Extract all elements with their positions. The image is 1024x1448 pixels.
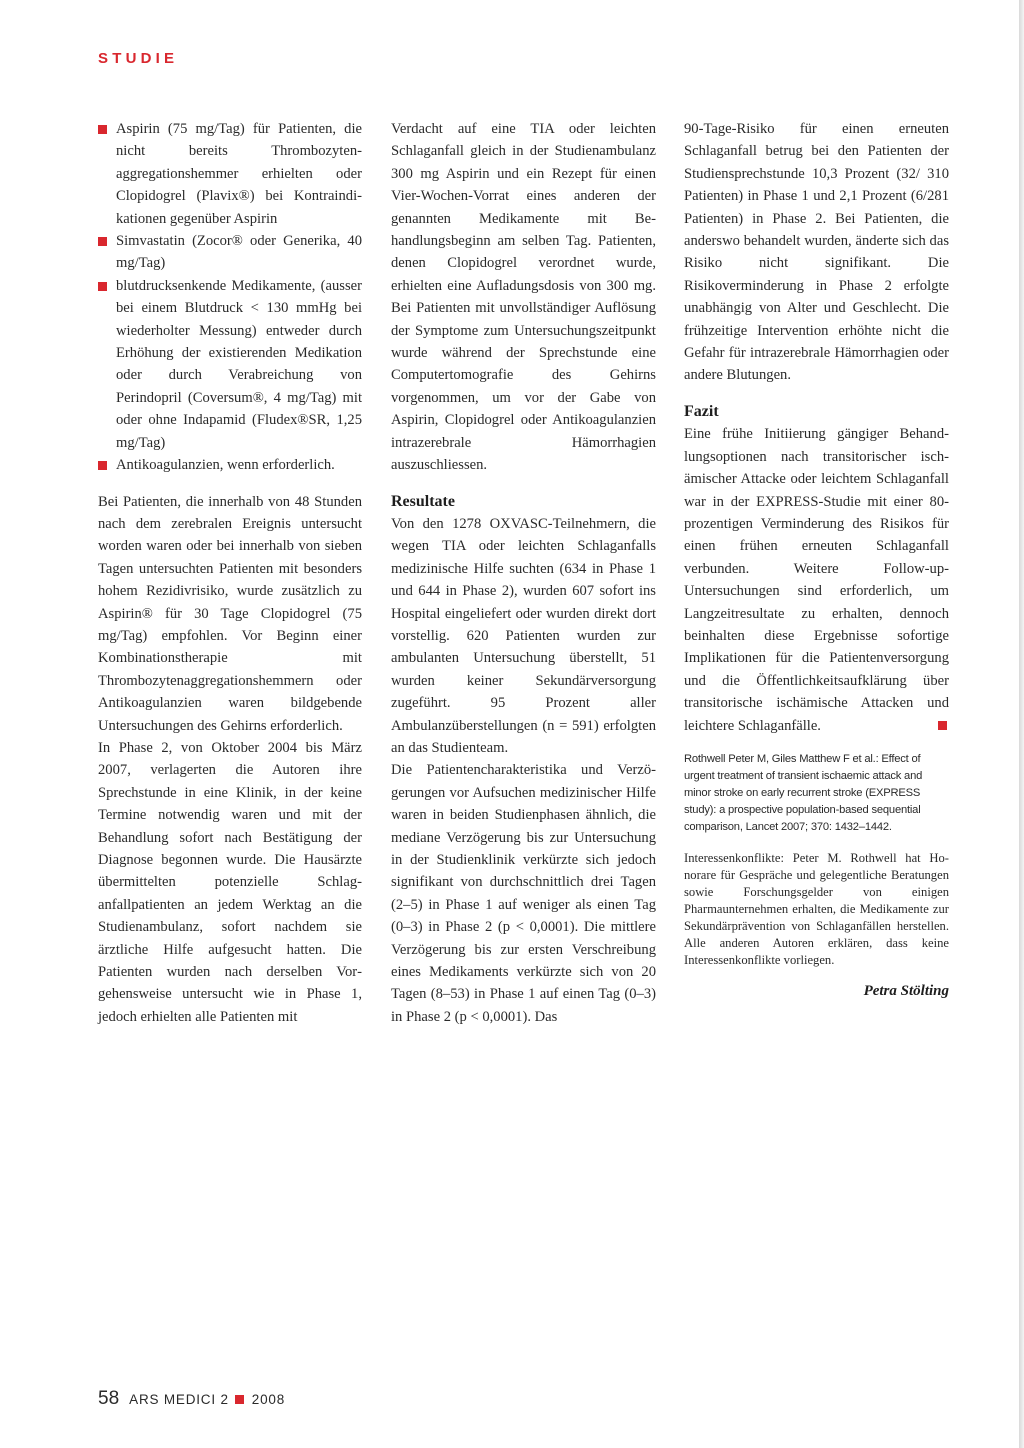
body-paragraph: Bei Patienten, die innerhalb von 48 Stunden nach dem zerebralen Ereignis untersucht worden waren oder bei innerhalb von sieben Tagen untersuchten Patienten mit besonders hohem Rezidivrisiko, wurde zusätzlich zu Aspirin® für 30 Tage Clopidogrel (75 mg/Tag) empfohlen. Vor Beginn einer Kombinationstherapie mit Thrombozytenaggregationshemmern oder Antikoagulanzien waren bildgebende Untersuchungen des Gehirns erforderlich. xyxy=(98,493,362,734)
medication-list xyxy=(98,118,362,477)
end-of-article-square-icon xyxy=(938,721,947,730)
list-item xyxy=(98,454,362,476)
list-item xyxy=(98,275,362,454)
body-paragraph: In Phase 2, von Oktober 2004 bis März 2007, verlagerten die Autoren ihre Sprechstunde in eine Klinik, in der keine Termine notwendig waren und mit der Behandlung sofort nach Bestätigung der Diagnose begonnen wurde. Die Hausärzte übermittelten potenzielle Schlaganfallpatienten an jedem Werktag an die Studienambulanz, sofort nachdem sie ärztliche Hilfe aufgesucht hatten. Die Patienten wurden nach derselben Vorgehensweise untersucht wie in Phase 1, jedoch erhielten alle Patienten mit xyxy=(98,739,362,1025)
journal-name: ARS MEDICI 2 xyxy=(129,1391,229,1407)
column-3 xyxy=(684,118,949,1000)
conflict-of-interest-note: Interessenkonflikte: Peter M. Rothwell hat Honorare für Gespräche und gelegentliche Beratungen sowie Forschungsgelder von einigen Pharmaunternehmen erhalten, die Medikamente zur Sekundärprävention von Schlaganfällen herstellen. Alle anderen Autoren erklären, dass keine Interessenkonflikte vorliegen. xyxy=(684,850,949,967)
list-item-text: blutdrucksenkende Medikamente, (ausser bei einem Blutdruck < 130 mmHg bei wiederholter Messung) entweder durch Erhöhung der existierenden Medikation oder durch Verabreichung von Perindopril (Coversum®, 4 mg/Tag) mit oder ohne Indapamid (Fludex®SR, 1,25 mg/Tag) xyxy=(116,277,362,451)
body-paragraph: Die Patientencharakteristika und Verzögerungen vor Aufsuchen medizinischer Hilfe waren in beiden Studienphasen ähnlich, die mediane Verzögerung bis zur Untersuchung in der Studienklinik verkürzte sich jedoch signifikant von durchschnittlich drei Tagen (2–5) in Phase 1 auf weniger als einen Tag (0–3) in Phase 2 (p < 0,0001). Die mittlere Verzögerung bis zur ersten Verschreibung eines Medikaments verkürzte sich von 20 Tagen (8–53) in Phase 1 auf einen Tag (0–3) in Phase 2 (p < 0,0001). Das xyxy=(391,762,656,1025)
column-1 xyxy=(98,118,362,1028)
list-item-text: Simvastatin (Zocor® oder Generika, 40 mg/Tag) xyxy=(116,233,362,272)
body-paragraph: 90-Tage-Risiko für einen erneuten Schlaganfall betrug bei den Patienten der Studiensprechstunde 10,3 Prozent (32/ 310 Patienten) in Phase 1 und 2,1 Prozent (6/281 Patienten) in Phase 2. Bei Patienten, die anderswo behandelt wurden, änderte sich das Risiko nicht signifikant. Die Risikoverminderung in Phase 2 erfolgte unabhängig von Alter und Geschlecht. Die frühzeitige Intervention erhöhte nicht die Gefahr für intrazerebrale Hämorrhagien oder andere Blutungen. xyxy=(684,121,949,384)
bullet-square-icon xyxy=(98,237,107,246)
column-2 xyxy=(391,118,656,1028)
list-item xyxy=(98,118,362,230)
body-paragraph: Von den 1278 OXVASC-Teilnehmern, die wegen TIA oder leichten Schlaganfalls medizinische Hilfe suchten (634 in Phase 1 und 644 in Phase 2), wurden 607 sofort ins Hospital eingeliefert oder wurden direkt dort vorstellig. 620 Patienten wurden zur ambulanten Untersuchung überstellt, 51 wurden keiner Sekundärversorgung zugeführt. 95 Prozent aller Ambulanzüberstellungen (n = 591) erfolgten an das Studienteam. xyxy=(391,515,656,756)
page-number: 58 xyxy=(98,1388,120,1409)
list-item-text: Antikoagulanzien, wenn erforderlich. xyxy=(116,457,335,474)
list-item-text: Aspirin (75 mg/Tag) für Patienten, die nicht bereits Thrombozytenaggregationshemmer erhielten oder Clopidogrel (Plavix®) bei Kontraindikationen gegenüber Aspirin xyxy=(116,121,362,227)
page-footer xyxy=(98,1388,285,1410)
bullet-square-icon xyxy=(98,461,107,470)
list-item xyxy=(98,230,362,275)
body-paragraph: Eine frühe Initiierung gängiger Behandlungsoptionen nach transitorischer ischämischer Attacke oder leichtem Schlaganfall war in der EXPRESS-Studie mit einer 80-prozentigen Verminderung des Risikos für einen frühen erneuten Schlaganfall verbunden. Weitere Follow-up-Untersuchungen sind erforderlich, um Langzeitresultate zu erhalten, dennoch beinhalten diese Ergebnisse sofortige Implikationen für die Patientenversorgung und die Öffentlichkeitsaufklärung über transitorische ischämische Attacken und leichtere Schlaganfälle. xyxy=(684,426,949,734)
conclusion-block xyxy=(684,423,949,737)
page-edge-shadow xyxy=(1019,0,1024,1448)
body-paragraph: Verdacht auf eine TIA oder leichten Schlaganfall gleich in der Studienambulanz 300 mg Aspirin und ein Rezept für einen Vier-Wochen-Vorrat eines anderen der genannten Medikamente mit Behandlungsbeginn am selben Tag. Patienten, denen Clopidogrel verordnet wurde, erhielten eine Aufladungsdosis von 300 mg. Bei Patienten mit unvollständiger Auflösung der Symptome zum Untersuchungszeitpunkt wurde während der Sprechstunde eine Computertomografie des Gehirns vorgenommen, um vor der Gabe von Aspirin, Clopidogrel oder Antikoagulanzien intrazerebrale Hämorrhagien auszuschliessen. xyxy=(391,121,656,474)
section-heading-resultate: Resultate xyxy=(391,492,455,510)
bullet-square-icon xyxy=(98,282,107,291)
author-name: Petra Stölting xyxy=(863,982,949,999)
section-heading-fazit: Fazit xyxy=(684,402,719,420)
section-label: STUDIE xyxy=(98,50,179,67)
issue-year: 2008 xyxy=(251,1391,285,1407)
footer-square-icon xyxy=(235,1395,244,1404)
bullet-square-icon xyxy=(98,125,107,134)
reference: Rothwell Peter M, Giles Matthew F et al.: Effect of urgent treatment of transient ischaemic attack and minor stroke on early recurrent stroke (EXPRESS study): a prospective population-based sequential comparison, Lancet 2007; 370: 1432–1442. xyxy=(684,752,923,833)
